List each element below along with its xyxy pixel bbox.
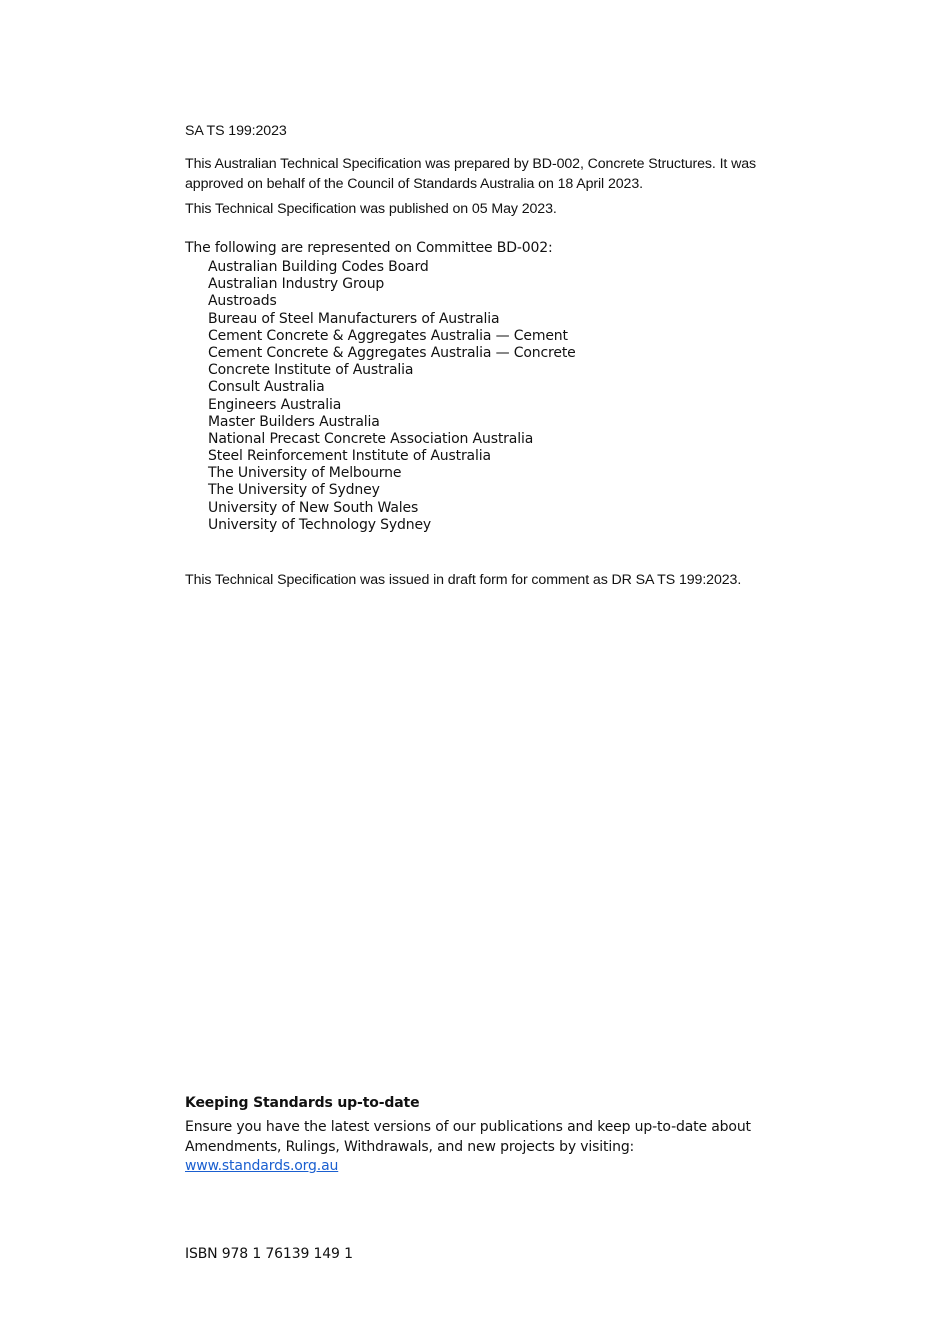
committee-member: Concrete Institute of Australia: [208, 362, 414, 379]
committee-member-list: [208, 259, 576, 534]
keeping-standards-body: Ensure you have the latest versions of our publications and keep up-to-date about Amendments, Rulings, Withdrawals, and new projects by visiting:: [185, 1119, 751, 1155]
committee-intro: The following are represented on Committee BD-002:: [185, 240, 553, 256]
committee-member: Engineers Australia: [208, 396, 342, 413]
committee-member: Australian Industry Group: [208, 276, 385, 293]
committee-member: The University of Melbourne: [208, 465, 402, 482]
committee-member: Steel Reinforcement Institute of Australia: [208, 448, 491, 465]
publication-statement: This Technical Specification was published on 05 May 2023.: [185, 201, 557, 217]
committee-member: Cement Concrete & Aggregates Australia — Cement: [208, 327, 568, 344]
document-id: SA TS 199:2023: [185, 123, 287, 139]
committee-member: University of Technology Sydney: [208, 516, 432, 533]
committee-member: Austroads: [208, 293, 277, 310]
draft-statement: This Technical Specification was issued in draft form for comment as DR SA TS 199:2023.: [185, 572, 742, 588]
committee-member: Cement Concrete & Aggregates Australia — Concrete: [208, 344, 576, 361]
standards-website-link[interactable]: www.standards.org.au: [185, 1158, 339, 1174]
committee-member: Master Builders Australia: [208, 413, 380, 430]
committee-member: Consult Australia: [208, 379, 325, 396]
committee-member: National Precast Concrete Association Australia: [208, 430, 534, 447]
committee-member: Bureau of Steel Manufacturers of Australia: [208, 310, 500, 327]
committee-member: University of New South Wales: [208, 499, 419, 516]
keeping-standards-heading: Keeping Standards up-to-date: [185, 1095, 420, 1111]
preparation-statement: This Australian Technical Specification was prepared by BD-002, Concrete Structures. It was approved on behalf of the Council of Standards Australia on 18 April 2023.: [185, 156, 757, 192]
committee-member: The University of Sydney: [208, 482, 380, 499]
committee-member: Australian Building Codes Board: [208, 259, 429, 275]
isbn: ISBN 978 1 76139 149 1: [185, 1246, 353, 1262]
